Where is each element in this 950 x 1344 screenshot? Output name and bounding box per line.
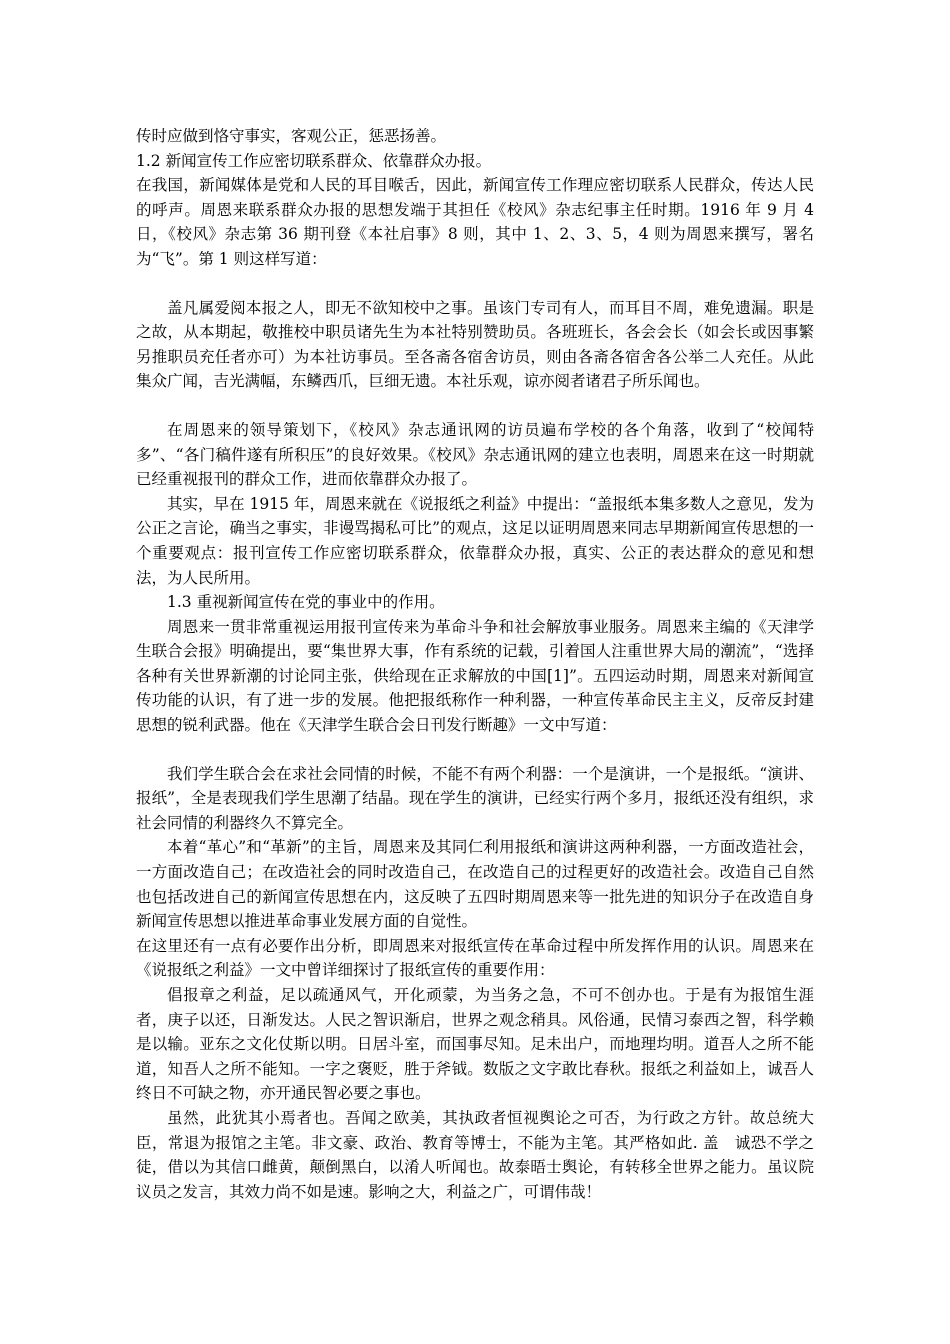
paragraph: 倡报章之利益，足以疏通风气，开化顽蒙，为当务之急，不可不创办也。于是有为报馆生涯者，庚子以还，日渐发达。人民之智识渐启，世界之观念稍具。风俗通，民情习泰西之智，科学赖是以输。亚东之文化仗斯以明。日居斗室，而国事尽知。足未出户，而地理均明。道吾人之所不能道，知吾人之所不能知。一字之褒贬，胜于斧钺。数版之文字敢比春秋。报纸之利益如上，诚吾人终日不可缺之物，亦开通民智必要之事也。 (136, 986, 814, 1103)
paragraph: 在周恩来的领导策划下，《校风》杂志通讯网的访员遍布学校的各个角落，收到了“校闻特多”、“各门稿件遂有所积压”的良好效果。《校风》杂志通讯网的建立也表明，周恩来在这一时期就已经重视报刊的群众工作，进而依靠群众办报了。 (136, 420, 814, 489)
paragraph: 其实，早在 1915 年，周恩来就在《说报纸之利益》中提出：“盖报纸本集多数人之意见，发为公正之言论，确当之事实，非谩骂揭私可比”的观点，这足以证明周恩来同志早期新闻宣传思想的一个重要观点：报刊宣传工作应密切联系群众，依靠群众办报，真实、公正的表达群众的意见和想法，为人民所用。 (136, 494, 814, 587)
paragraph: 在我国，新闻媒体是党和人民的耳目喉舌，因此，新闻宣传工作理应密切联系人民群众，传达人民的呼声。周恩来联系群众办报的思想发端于其担任《校风》杂志纪事主任时期。1916 年 9 月 4 日，《校风》杂志第 36 期刊登《本社启事》8 则，其中 1、2、3、5，4 则为周恩来撰写，署名为“飞”。第 1 则这样写道： (136, 176, 814, 268)
paragraph: 周恩来一贯非常重视运用报刊宣传来为革命斗争和社会解放事业服务。周恩来主编的《天津学生联合会报》明确提出，要“集世界大事，作有系统的记载，引着国人注重世界大局的潮流”，“选择各种有关世界新潮的讨论同主张，供给现在正求解放的中国[1]”。五四运动时期，周恩来对新闻宣传功能的认识，有了进一步的发展。他把报纸称作一种利器，一种宣传革命民主主义，反帝反封建思想的锐利武器。他在《天津学生联合会日刊发行断趣》一文中写道： (136, 617, 814, 735)
paragraph: 我们学生联合会在求社会同情的时候，不能不有两个利器：一个是演讲，一个是报纸。“演讲、报纸”，全是表现我们学生思潮了结晶。现在学生的演讲，已经实行两个多月，报纸还没有组织，求社会同情的利器终久不算完全。 (136, 764, 814, 832)
paragraph-gap (136, 394, 814, 418)
paragraph: 盖凡属爱阅本报之人，即无不欲知校中之事。虽该门专司有人，而耳目不周，难免遗漏。职是之故，从本期起，敬推校中职员诸先生为本社特别赞助员。各班班长，各会会长（如会长或因事繁另推职员充任者亦可）为本社访事员。至各斋各宿舍访员，则由各斋各宿舍各公举二人充任。从此集众广闻，吉光满幅，东鳞西爪，巨细无遗。本社乐观，谅亦阅者诸君子所乐闻也。 (136, 298, 814, 391)
article-body (136, 124, 814, 1204)
paragraph: 虽然，此犹其小焉者也。吾闻之欧美，其执政者恒视舆论之可否，为行政之方针。故总统大臣，常退为报馆之主笔。非文豪、政治、教育等博士，不能为主笔。其严格如此. 盖 诚恐不学之徒，借以为其信口雌黄，颠倒黑白，以淆人听闻也。故泰晤士舆论，有转移全世界之能力。虽议院议员之发言，其效力尚不如是速。影响之大，利益之广，可谓伟哉！ (136, 1108, 814, 1201)
paragraph: 在这里还有一点有必要作出分析，即周恩来对报纸宣传在革命过程中所发挥作用的认识。周恩来在《说报纸之利益》一文中曾详细探讨了报纸宣传的重要作用： (136, 936, 814, 980)
paragraph: 1.3 重视新闻宣传在党的事业中的作用。 (167, 593, 445, 612)
paragraph: 传时应做到恪守事实，客观公正，惩恶扬善。 (136, 127, 447, 145)
paragraph: 1.2 新闻宣传工作应密切联系群众、依靠群众办报。 (136, 151, 492, 170)
paragraph: 本着“革心”和“革新”的主旨，周恩来及其同仁利用报纸和演讲这两种利器，一方面改造社会，一方面改造自己；在改造社会的同时改造自己，在改造自己的过程更好的改造社会。改造自己自然也包括改进自己的新闻宣传思想在内，这反映了五四时期周恩来等一批先进的知识分子在改造自身新闻宣传思想以推进革命事业发展方面的自觉性。 (136, 838, 814, 931)
paragraph-gap (136, 272, 814, 296)
paragraph-gap (136, 738, 814, 762)
